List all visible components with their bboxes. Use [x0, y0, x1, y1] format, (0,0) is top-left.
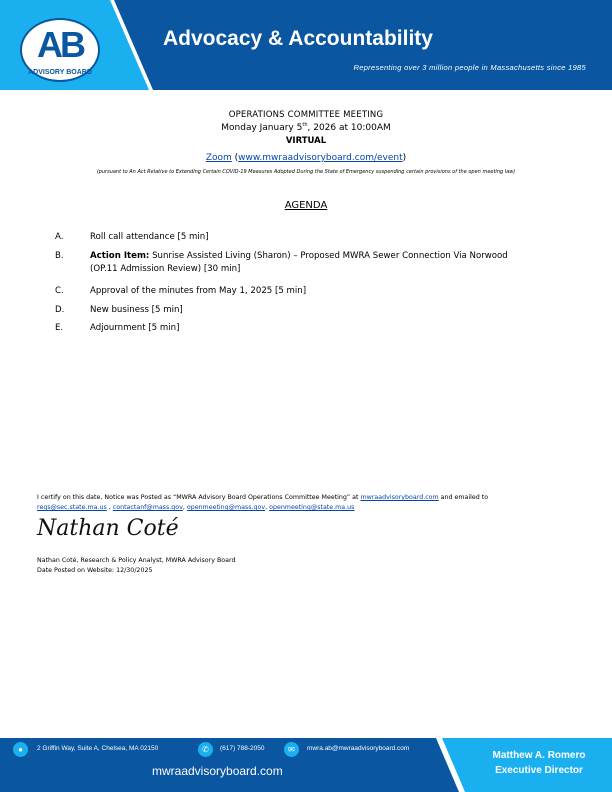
agenda-item — [55, 231, 555, 244]
director-title: Executive Director — [495, 765, 583, 776]
event-url-link[interactable]: www.mwraadvisoryboard.com/event — [238, 153, 403, 163]
header-title: Advocacy & Accountability — [163, 27, 433, 50]
logo-letters: AB — [37, 24, 83, 65]
item-text: Approval of the minutes from May 1, 2025 [5 min] — [90, 286, 307, 296]
item-letter: C. — [55, 286, 64, 296]
item-letter: B. — [55, 251, 64, 261]
certification-text: I certify on this date, Notice was Posted as “MWRA Advisory Board Operations Committee Meeting” at mwraadvisoryboard.com and emailed to regs@sec.state.ma.us , contactanf@mass.gov, openmeeting@mass.gov, openmeeting@state.ma.us — [37, 494, 489, 511]
agenda-item — [55, 304, 555, 317]
meeting-date — [0, 122, 612, 133]
item-letter: D. — [55, 305, 65, 315]
signature: Nathan Coté — [37, 516, 179, 541]
cert-text: I certify on this date, Notice was Posted as “MWRA Advisory Board Operations Committee Meeting” at — [37, 494, 361, 501]
agenda-heading: AGENDA — [284, 200, 328, 211]
legal-note: (pursuant to An Act Relative to Extending Certain COVID-19 Measures Adopted During the State of Emergency suspending certain provisions of the open meeting law) — [96, 169, 516, 175]
item-letter: E. — [55, 323, 64, 333]
item-bold: Action Item: — [90, 251, 150, 261]
envelope-icon: ✉ — [284, 742, 299, 757]
item-text: Adjournment [5 min] — [90, 323, 180, 333]
email-link[interactable]: openmeeting@state.ma.us — [269, 504, 355, 511]
advisory-board-logo — [20, 18, 100, 82]
header-tagline: Representing over 3 million people in Massachusetts since 1985 — [353, 63, 586, 72]
cert-text-2: and emailed to — [438, 494, 489, 501]
agenda-item — [55, 285, 555, 298]
footer-phone: (617) 788-2050 — [220, 745, 265, 752]
meeting-name: OPERATIONS COMMITTEE MEETING — [228, 110, 384, 120]
date-suffix: th — [302, 122, 308, 128]
meeting-link-line: Zoom (www.mwraadvisoryboard.com/event) — [205, 153, 407, 163]
site-link[interactable]: mwraadvisoryboard.com — [360, 494, 439, 501]
signer-line: Nathan Coté, Research & Policy Analyst, MWRA Advisory Board — [37, 557, 236, 564]
date-posted: Date Posted on Website: 12/30/2025 — [37, 567, 153, 574]
director-name: Matthew A. Romero — [492, 750, 586, 761]
email-link[interactable]: openmeeting@mass.gov — [186, 504, 266, 511]
location-pin-icon: ● — [13, 742, 28, 757]
meeting-mode: VIRTUAL — [285, 136, 327, 146]
agenda-item — [55, 250, 555, 276]
date-time: , 2026 at 10:00AM — [307, 123, 391, 133]
footer-email[interactable]: mwra.ab@mwraadvisoryboard.com — [307, 745, 410, 752]
item-text: Roll call attendance [5 min] — [90, 232, 209, 242]
item-text: Sunrise Assisted Living (Sharon) – Proposed MWRA Sewer Connection Via Norwood (OP.11 Admission Review) [30 min] — [90, 251, 508, 274]
logo-subtext: ADVISORY BOARD — [28, 69, 92, 76]
footer-address: 2 Griffin Way, Suite A, Chelsea, MA 02150 — [37, 745, 159, 752]
footer-website[interactable]: mwraadvisoryboard.com — [152, 764, 283, 778]
agenda-item — [55, 322, 555, 335]
email-link[interactable]: regs@sec.state.ma.us — [37, 504, 107, 511]
zoom-link[interactable]: Zoom — [205, 153, 232, 163]
director-block — [466, 748, 612, 778]
email-link[interactable]: contactanf@mass.gov — [112, 504, 183, 511]
item-text: New business [5 min] — [90, 305, 183, 315]
date-text: Monday January 5 — [221, 123, 303, 133]
item-letter: A. — [55, 232, 64, 242]
phone-icon: ✆ — [198, 742, 213, 757]
